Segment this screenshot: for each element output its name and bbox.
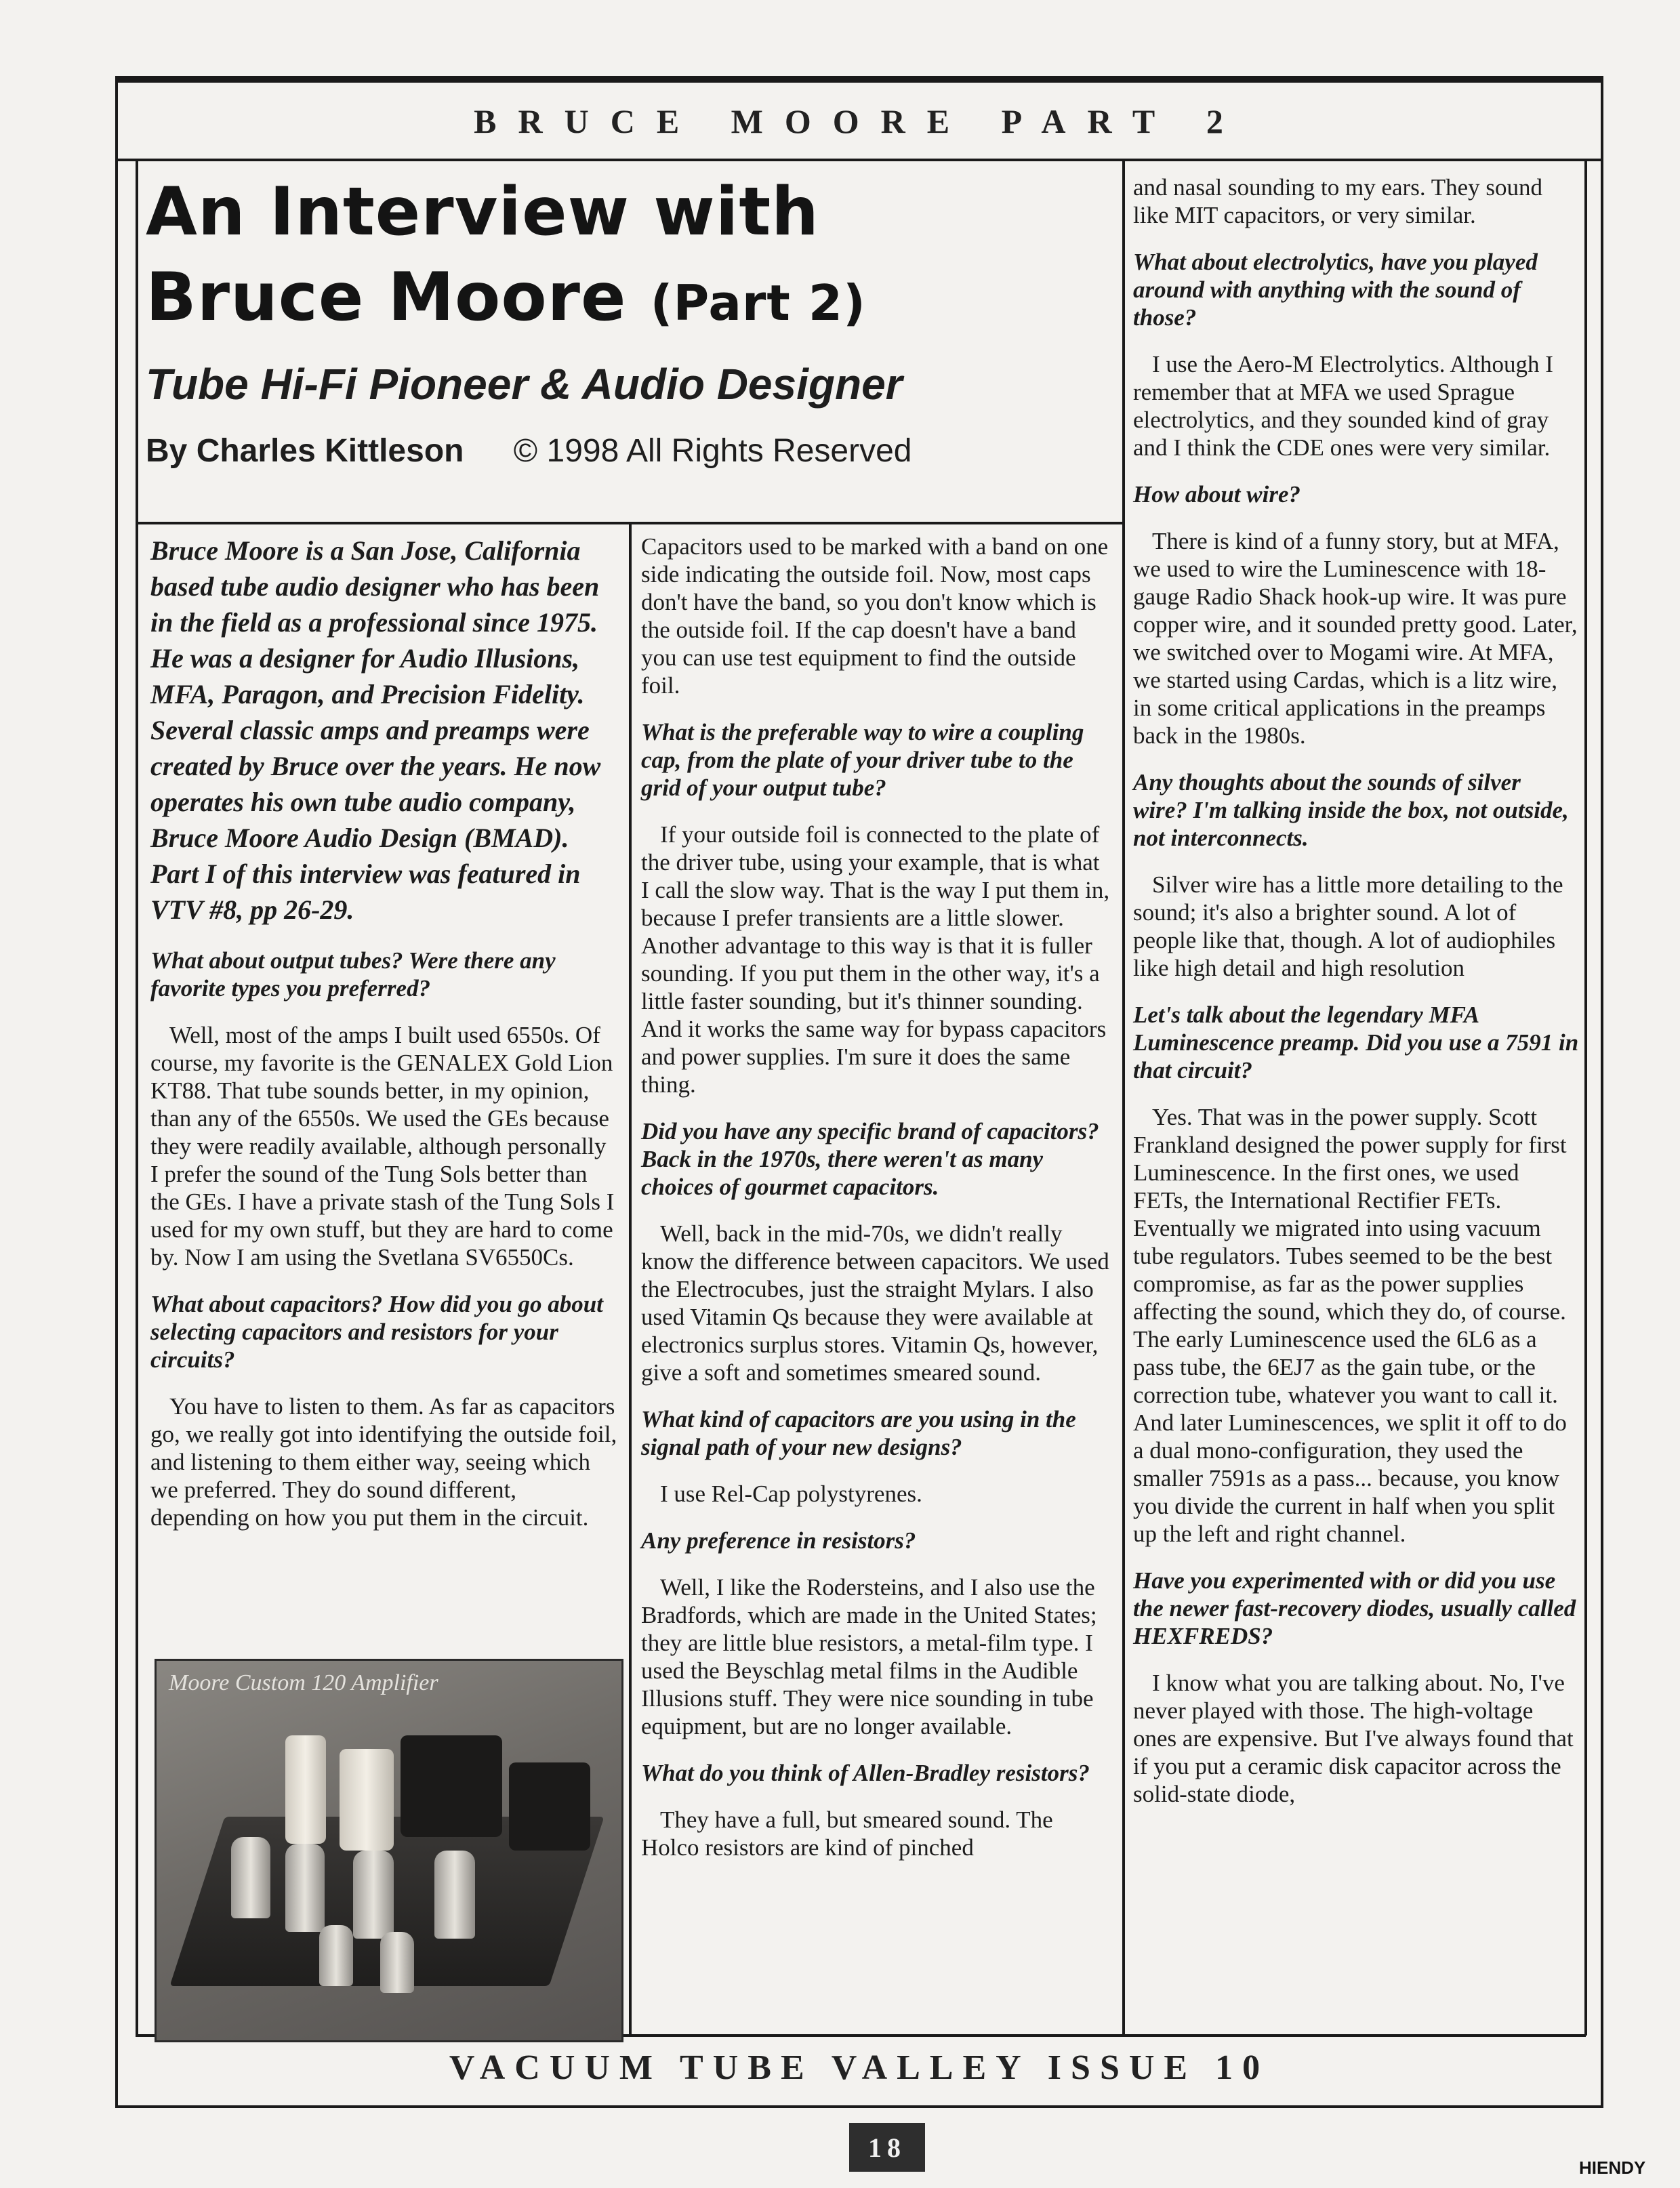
question: Let's talk about the legendary MFA Luminescence preamp. Did you use a 7591 in that circuit? <box>1133 1002 1579 1083</box>
question: What about capacitors? How did you go about selecting capacitors and resistors for your circuits? <box>150 1291 603 1373</box>
question: What about output tubes? Were there any favorite types you preferred? <box>150 947 556 1002</box>
title-line-2: Bruce Moore <box>146 259 627 336</box>
column-3 <box>1133 173 1580 1827</box>
question: What do you think of Allen-Bradley resistors? <box>641 1760 1090 1786</box>
answer: I know what you are talking about. No, I've never played with those. The high-voltage ones are expensive. But I've always found that if you put a ceramic disk capacitor across the solid-state diode, <box>1133 1670 1574 1807</box>
question: How about wire? <box>1133 481 1300 508</box>
question: What about electrolytics, have you played around with anything with the sound of those? <box>1133 249 1538 331</box>
capacitor-can <box>340 1749 394 1851</box>
intro-paragraph: Bruce Moore is a San Jose, California based tube audio designer who has been in the field as a professional since 1975. He was a designer for Audio Illusions, MFA, Paragon, and Precision Fidelity. Several classic amps and preamps were created by Bruce over the years. He now operates his own tube audio company, Bruce Moore Audio Design (BMAD). Part I of this interview was featured in VTV #8, pp 26-29. <box>150 535 601 925</box>
article-title <box>146 169 1081 346</box>
running-head: BRUCE MOORE PART 2 <box>474 102 1245 140</box>
copyright: © 1998 All Rights Reserved <box>513 433 912 469</box>
paragraph: Capacitors used to be marked with a band on one side indicating the outside foil. Now, most caps don't have the band, so you don't know which is the outside foil. If the cap doesn't have a band you can use test equipment to find the outside foil. <box>641 533 1109 699</box>
title-block <box>146 169 1081 470</box>
question: What is the preferable way to wire a coupling cap, from the plate of your driver tube to the grid of your output tube? <box>641 719 1084 801</box>
article-subtitle: Tube Hi-Fi Pioneer & Audio Designer <box>146 360 903 409</box>
answer: Well, most of the amps I built used 6550s. Of course, my favorite is the GENALEX Gold Lion KT88. That tube sounds better, in my opinion, than any of the 6550s. We used the GEs because they were readily available, although personally I prefer the sound of the Tung Sols better than the GEs. I have a private stash of the Tung Sols I used for my own stuff, but they are hard to come by. Now I am using the Svetlana SV6550Cs. <box>150 1022 615 1271</box>
page-number: 18 <box>849 2123 925 2172</box>
vacuum-tube <box>231 1837 270 1918</box>
answer: You have to listen to them. As far as capacitors go, we really got into identifying the outside foil, and listening to them either way, seeing which we preferred. They do sound different, depending on how you put them in the circuit. <box>150 1393 617 1531</box>
column-rule-1 <box>629 522 632 2034</box>
vacuum-tube <box>353 1851 394 1939</box>
answer: They have a full, but smeared sound. The Holco resistors are kind of pinched <box>641 1807 1053 1861</box>
question: What kind of capacitors are you using in the signal path of your new designs? <box>641 1406 1076 1460</box>
header-rule <box>115 159 1603 161</box>
footer-publication: VACUUM TUBE VALLEY ISSUE 10 <box>449 2048 1270 2087</box>
question: Did you have any specific brand of capacitors? Back in the 1970s, there weren't as many choices of gourmet capacitors. <box>641 1118 1099 1200</box>
column-rule-2 <box>1122 159 1125 2034</box>
question: Any preference in resistors? <box>641 1527 916 1554</box>
capacitor-can <box>285 1735 326 1844</box>
answer: Well, I like the Rodersteins, and I also use the Bradfords, which are made in the United States; they are little blue resistors, a metal-film type. I used the Beyschlag metal films in the Audible Illusions stuff. They were nice sounding in tube equipment, but are no longer available. <box>641 1574 1097 1739</box>
answer: Yes. That was in the power supply. Scott Frankland designed the power supply for first Luminescence. In the first ones, we used FETs, the International Rectifier FETs. Eventually we migrated into using vacuum tube regulators. Tubes seemed to be the best compromise, as far as the power supplies affecting the sound, which they do, of course. The early Luminescence used the 6L6 as a pass tube, the 6EJ7 as the gain tube, or the correction tube, whatever you want to call it. And later Luminescences, we split it off to do a dual mono-configuration, they used the smaller 7591s as a pass... because, you know you divide the current in half when you split up the left and right channel. <box>1133 1104 1567 1547</box>
question: Any thoughts about the sounds of silver wire? I'm talking inside the box, not outside, not interconnects. <box>1133 769 1569 851</box>
paragraph: and nasal sounding to my ears. They sound like MIT capacitors, or very similar. <box>1133 174 1542 228</box>
photo-caption: Moore Custom 120 Amplifier <box>169 1670 438 1695</box>
title-line-1: An Interview with <box>146 173 819 251</box>
answer: I use the Aero-M Electrolytics. Although I remember that at MFA we used Sprague electrolytics, and they sounded kind of gray and I think the CDE ones were very similar. <box>1133 351 1553 461</box>
byline <box>146 432 1081 470</box>
answer: If your outside foil is connected to the plate of the driver tube, using your example, that is what I call the slow way. That is the way I put them in, because I prefer transients are a little slower. Another advantage to this way is that it is fuller sounding. If you put them in the other way, it's a little faster sounding, but it's thinner sounding. And it works the same way for bypass capacitors and power supplies. I'm sure it does the same thing. <box>641 821 1110 1098</box>
vacuum-tube <box>319 1925 353 1986</box>
answer: I use Rel-Cap polystyrenes. <box>660 1481 922 1507</box>
answer: Silver wire has a little more detailing to the sound; it's also a brighter sound. A lot of people like that, though. A lot of audiophiles like high detail and high resolution <box>1133 871 1563 981</box>
watermark-logo: HIENDY <box>1579 2158 1646 2178</box>
vacuum-tube <box>285 1844 325 1932</box>
content-box-left <box>136 159 138 2036</box>
column-1 <box>150 533 618 1550</box>
title-part: (Part 2) <box>650 274 866 331</box>
transformer <box>401 1735 502 1837</box>
author: By Charles Kittleson <box>146 433 464 469</box>
answer: There is kind of a funny story, but at MFA, we used to wire the Luminescence with 18-gauge Radio Shack hook-up wire. It was pure copper wire, and it sounded pretty good. Later, we switched over to Mogami wire. At MFA, we started using Cardas, which is a litz wire, in some critical applications in the preamps back in the 1980s. <box>1133 528 1578 749</box>
vacuum-tube <box>434 1851 475 1939</box>
amplifier-photo <box>155 1659 623 2042</box>
column-2 <box>641 533 1110 1880</box>
vacuum-tube <box>380 1932 414 1993</box>
answer: Well, back in the mid-70s, we didn't really know the difference between capacitors. We used the Electrocubes, just the straight Mylars. I also used Vitamin Qs because they were available at electronics surplus stores. Vitamin Qs, however, give a soft and sometimes smeared sound. <box>641 1220 1109 1386</box>
question: Have you experimented with or did you use the newer fast-recovery diodes, usually called HEXFREDS? <box>1133 1567 1576 1649</box>
transformer <box>509 1762 590 1851</box>
content-box-right <box>1584 159 1587 2036</box>
